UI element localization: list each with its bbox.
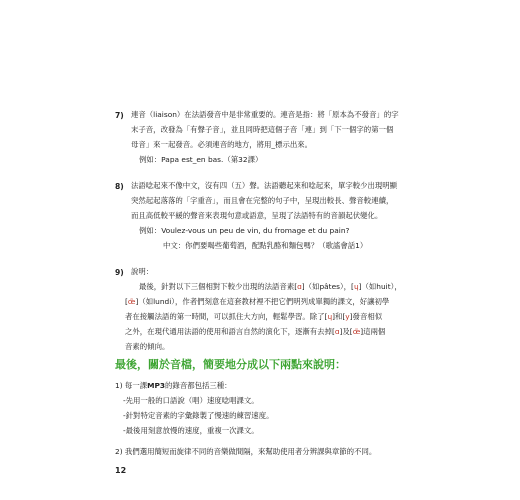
text-run: ]（如lundi），作者們刻意在這套教材裡不把它們明列成單獨的課文，好讓初學: [135, 297, 390, 306]
point-2-text: 2) 我們選用簡短而旋律不同的音樂做間隔，來幫助使用者分辨課與章節的不同。: [115, 447, 377, 456]
section-8-line: 突然起起落落的「字重音」，而且會在完整的句子中，呈現出較長、聲音較連續，: [131, 196, 394, 205]
text-run: MP3: [147, 381, 166, 390]
text-run: ]這兩個: [360, 327, 386, 336]
ipa-symbol: ɑ: [334, 327, 340, 336]
ipa-symbol: ɑ: [297, 282, 302, 291]
section-9-line: [139, 279, 402, 294]
text-run: ]和[: [332, 312, 346, 321]
list-item: -最後用刻意放慢的速度，重複一次課文。: [123, 426, 259, 435]
text-run: 者在接觸法語的第一時間，可以抓住大方向，輕鬆學習。除了[: [125, 312, 328, 321]
text-run: ]（如huit），: [358, 282, 402, 291]
section-heading: 最後，關於音檔，簡要地分成以下兩點來說明：: [115, 358, 346, 371]
section-7-line: 母音」來一起發音。必須連音的地方，將用_標示出來。: [131, 140, 313, 149]
page-number: 12: [115, 466, 127, 475]
section-7-example: 例如：Papa est_en bas.（第32課）: [139, 155, 263, 164]
section-8-example-chinese: 中文：你們要喝些葡萄酒，配點乳酪和麵包嗎？（歌謠會話1）: [163, 241, 368, 250]
ipa-symbol: œ̃: [127, 297, 136, 306]
text-run: ]發音相似: [349, 312, 383, 321]
section-9-line: [125, 324, 402, 339]
list-item: -針對特定音素的字彙錄製了慢速的練習速度。: [123, 411, 274, 420]
audio-point-1: [115, 378, 273, 438]
ipa-symbol: y: [345, 312, 350, 321]
section-8-text: [131, 178, 397, 253]
section-7-text: [131, 107, 399, 167]
point-1-title: [115, 378, 273, 393]
text-run: [: [125, 297, 128, 306]
section-7-line: 連音（liaison）在法語發音中是非常重要的。連音是指：將「原本為不發音」的字: [131, 110, 399, 119]
section-8-example: [139, 223, 397, 238]
text-run: 之外，在現代通用法語的使用和語言自然的演化下，逐漸有去掉[: [125, 327, 335, 336]
audio-point-2: [115, 444, 376, 459]
section-9-text: [125, 264, 402, 354]
item-number-7: 7): [115, 111, 124, 120]
list-item: -先用一般的口語說（唱）速度唸唱課文。: [123, 396, 259, 405]
text-run: ]及[: [339, 327, 353, 336]
ipa-symbol: ɥ: [327, 312, 333, 321]
section-9-line: 音素的傾向。: [125, 342, 170, 351]
text-run: ]（如pâtes），[: [301, 282, 354, 291]
example-label: 例如：: [139, 226, 162, 235]
ipa-symbol: œ̃: [352, 327, 361, 336]
section-8-line: 而且高低較平緩的聲音來表現句意或語意，呈現了法語特有的音韻起伏變化。: [131, 211, 383, 220]
item-number-9: 9): [115, 268, 124, 277]
example-french: Voulez-vous un peu de vin, du fromage et du pain?: [161, 226, 350, 235]
section-9-line: [125, 294, 402, 309]
section-8-line: 法語唸起來不像中文，沒有四（五）聲。法語聽起來和唸起來，單字較少出現明顯: [131, 181, 398, 190]
item-number-8: 8): [115, 182, 124, 191]
section-9-line: [125, 309, 402, 324]
section-7-line: 末子音，改發為「有聲子音」，並且同時把這個子音「連」到「下一個字的第一個: [131, 125, 394, 134]
text-run: 最後，針對以下三個相對下較少出現的法語音素[: [139, 282, 298, 291]
text-run: 的錄音都包括三種：: [165, 381, 232, 390]
text-run: 1) 每一課: [115, 381, 148, 390]
ipa-symbol: ɥ: [353, 282, 359, 291]
section-9-title: 說明：: [131, 267, 154, 276]
